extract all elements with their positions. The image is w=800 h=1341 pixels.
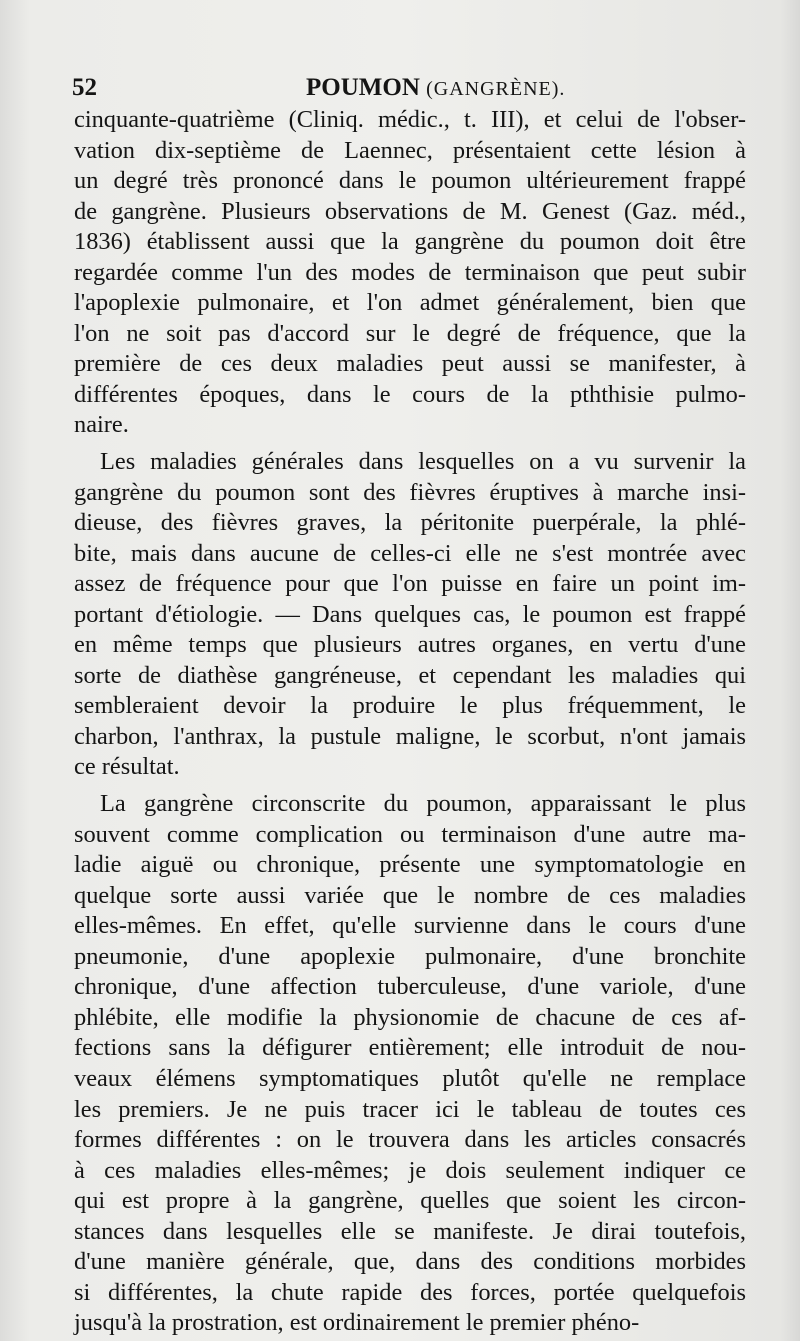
body-text	[74, 105, 746, 1339]
text-line: Les maladies générales dans lesquelles on a vu survenir la	[100, 448, 746, 476]
text-line: vation dix-septième de Laennec, présentaient cette lésion à	[74, 136, 746, 164]
text-line: phlébite, elle modifie la physionomie de chacune de ces af-	[74, 1003, 746, 1031]
text-line: en même temps que plusieurs autres organes, en vertu d'une	[74, 631, 746, 659]
paragraph	[74, 447, 746, 783]
text-line: portant d'étiologie. — Dans quelques cas, le poumon est frappé	[74, 600, 746, 628]
page-number: 52	[72, 74, 97, 101]
text-line: sembleraient devoir la produire le plus fréquemment, le	[74, 692, 746, 720]
text-line: dieuse, des fièvres graves, la péritonite puerpérale, la phlé-	[74, 509, 746, 537]
text-line: d'une manière générale, que, dans des conditions morbides	[74, 1248, 746, 1276]
running-title-main: POUMON	[306, 74, 420, 101]
text-line: quelque sorte aussi variée que le nombre de ces maladies	[74, 881, 746, 909]
text-line: charbon, l'anthrax, la pustule maligne, le scorbut, n'ont jamais	[74, 722, 746, 750]
text-line: première de ces deux maladies peut aussi se manifester, à	[74, 350, 746, 378]
text-line: pneumonie, d'une apoplexie pulmonaire, d'une bronchite	[74, 942, 746, 970]
text-line: gangrène du poumon sont des fièvres éruptives à marche insi-	[74, 478, 746, 506]
text-line: qui est propre à la gangrène, quelles que soient les circon-	[74, 1187, 746, 1215]
paragraph	[74, 105, 746, 441]
text-line: de gangrène. Plusieurs observations de M. Genest (Gaz. méd.,	[74, 197, 746, 225]
text-line: regardée comme l'un des modes de terminaison que peut subir	[74, 258, 746, 286]
text-line: à ces maladies elles-mêmes; je dois seulement indiquer ce	[74, 1156, 746, 1184]
text-line: sorte de diathèse gangréneuse, et cependant les maladies qui	[74, 661, 746, 689]
paragraph	[74, 789, 746, 1339]
running-title	[306, 74, 565, 102]
text-line: naire.	[74, 411, 129, 439]
text-line: un degré très prononcé dans le poumon ultérieurement frappé	[74, 167, 746, 195]
text-line: elles-mêmes. En effet, qu'elle survienne dans le cours d'une	[74, 912, 746, 940]
text-line: chronique, d'une affection tuberculeuse, d'une variole, d'une	[74, 973, 746, 1001]
text-line: assez de fréquence pour que l'on puisse en faire un point im-	[74, 570, 746, 598]
text-line: stances dans lesquelles elle se manifeste. Je dirai toutefois,	[74, 1217, 746, 1245]
text-line: La gangrène circonscrite du poumon, apparaissant le plus	[100, 790, 746, 818]
text-line: fections sans la défigurer entièrement; elle introduit de nou-	[74, 1034, 746, 1062]
text-line: ladie aiguë ou chronique, présente une symptomatologie en	[74, 851, 746, 879]
running-header	[72, 74, 744, 108]
text-line: différentes époques, dans le cours de la pththisie pulmo-	[74, 380, 746, 408]
text-line: l'apoplexie pulmonaire, et l'on admet généralement, bien que	[74, 289, 746, 317]
text-line: formes différentes : on le trouvera dans les articles consacrés	[74, 1126, 746, 1154]
text-line: bite, mais dans aucune de celles-ci elle ne s'est montrée avec	[74, 539, 746, 567]
text-line: ce résultat.	[74, 753, 180, 781]
running-title-sub: (GANGRÈNE).	[426, 78, 566, 100]
text-line: cinquante-quatrième (Cliniq. médic., t. III), et celui de l'obser-	[74, 106, 746, 133]
text-line: veaux élémens symptomatiques plutôt qu'elle ne remplace	[74, 1064, 746, 1092]
text-line: l'on ne soit pas d'accord sur le degré de fréquence, que la	[74, 319, 746, 347]
text-line: 1836) établissent aussi que la gangrène du poumon doit être	[74, 228, 746, 256]
text-line: les premiers. Je ne puis tracer ici le tableau de toutes ces	[74, 1095, 746, 1123]
text-line: jusqu'à la prostration, est ordinairement le premier phéno-	[74, 1309, 640, 1337]
text-line: si différentes, la chute rapide des forces, portée quelquefois	[74, 1278, 746, 1306]
text-line: souvent comme complication ou terminaison d'une autre ma-	[74, 820, 746, 848]
